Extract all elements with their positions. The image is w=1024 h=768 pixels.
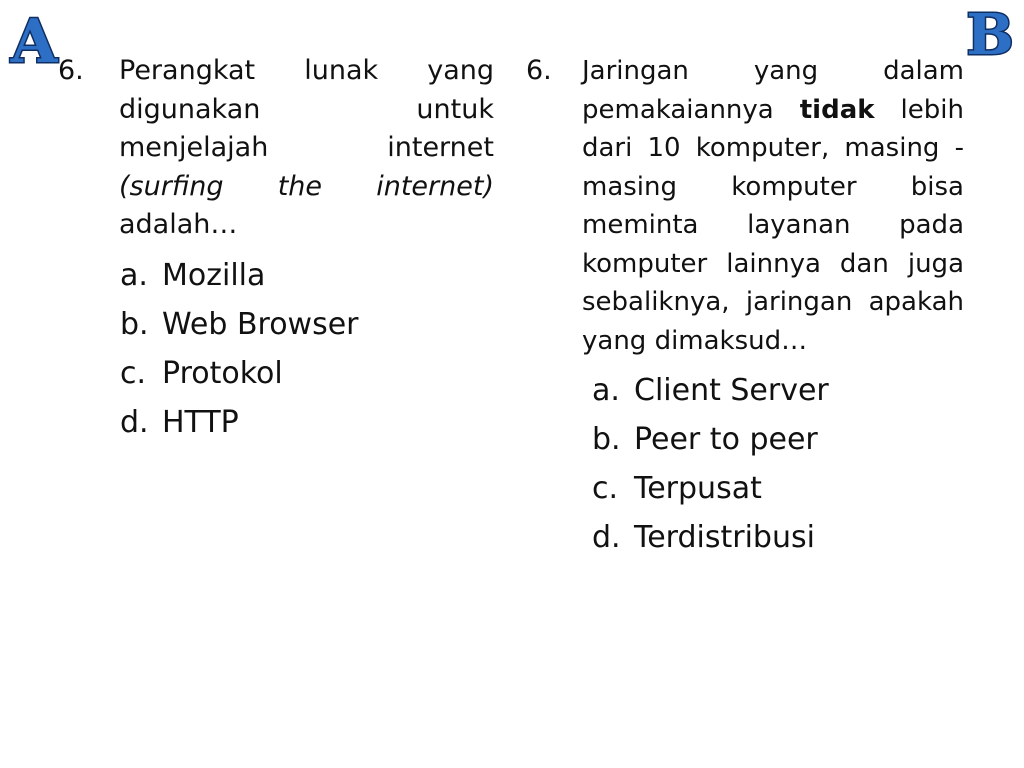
question-b-text-part1: Jaringan yang dalam pemakaiannya xyxy=(582,56,964,125)
option-b-peer-to-peer xyxy=(592,415,964,464)
option-d-http xyxy=(120,398,494,447)
question-a-text-italic: (surfing the internet) xyxy=(119,170,494,202)
option-text: Terdistribusi xyxy=(634,520,815,555)
option-text: Web Browser xyxy=(162,306,359,342)
question-a xyxy=(58,52,494,447)
option-a-client-server xyxy=(592,366,964,415)
question-b-text xyxy=(582,52,964,360)
option-letter: b. xyxy=(120,306,149,342)
question-a-text-part1: Perangkat lunak yang digunakan untuk menjelajah internet xyxy=(119,55,494,163)
question-b-text-bold: tidak xyxy=(799,94,875,125)
option-letter: c. xyxy=(120,355,147,391)
question-b-number: 6. xyxy=(526,55,552,86)
option-c-terpusat xyxy=(592,464,964,513)
option-text: Peer to peer xyxy=(634,422,818,457)
option-letter: d. xyxy=(592,520,621,555)
option-letter: d. xyxy=(120,404,149,440)
option-letter: b. xyxy=(592,422,621,457)
badge-a-letter: A xyxy=(10,8,58,70)
letter-b-badge-icon xyxy=(962,4,1018,62)
option-a-mozilla xyxy=(120,251,494,300)
option-letter: a. xyxy=(120,257,148,293)
question-b-options xyxy=(592,366,964,562)
question-b-row xyxy=(526,52,964,360)
column-a-badge xyxy=(4,8,64,70)
option-text: Protokol xyxy=(162,355,283,391)
option-d-terdistribusi xyxy=(592,513,964,562)
question-a-options xyxy=(120,251,494,447)
option-text: HTTP xyxy=(162,404,239,440)
option-b-web-browser xyxy=(120,300,494,349)
question-b-text-part2: lebih dari 10 komputer, masing - masing komputer bisa meminta layanan pada komputer lainnya dan juga sebaliknya, jaringan apakah yang dimaksud… xyxy=(582,94,964,356)
question-a-text-part2: adalah… xyxy=(119,209,238,240)
letter-a-badge-icon xyxy=(4,8,64,70)
option-letter: a. xyxy=(592,373,620,408)
badge-b-letter: B xyxy=(966,4,1014,62)
question-a-number: 6. xyxy=(58,55,84,86)
question-a-row xyxy=(58,52,494,245)
question-b xyxy=(526,52,964,562)
option-text: Client Server xyxy=(634,373,829,408)
option-letter: c. xyxy=(592,471,619,506)
option-c-protokol xyxy=(120,349,494,398)
option-text: Mozilla xyxy=(162,257,266,293)
option-text: Terpusat xyxy=(634,471,762,506)
column-b-badge xyxy=(962,4,1018,62)
question-a-text xyxy=(119,52,494,245)
